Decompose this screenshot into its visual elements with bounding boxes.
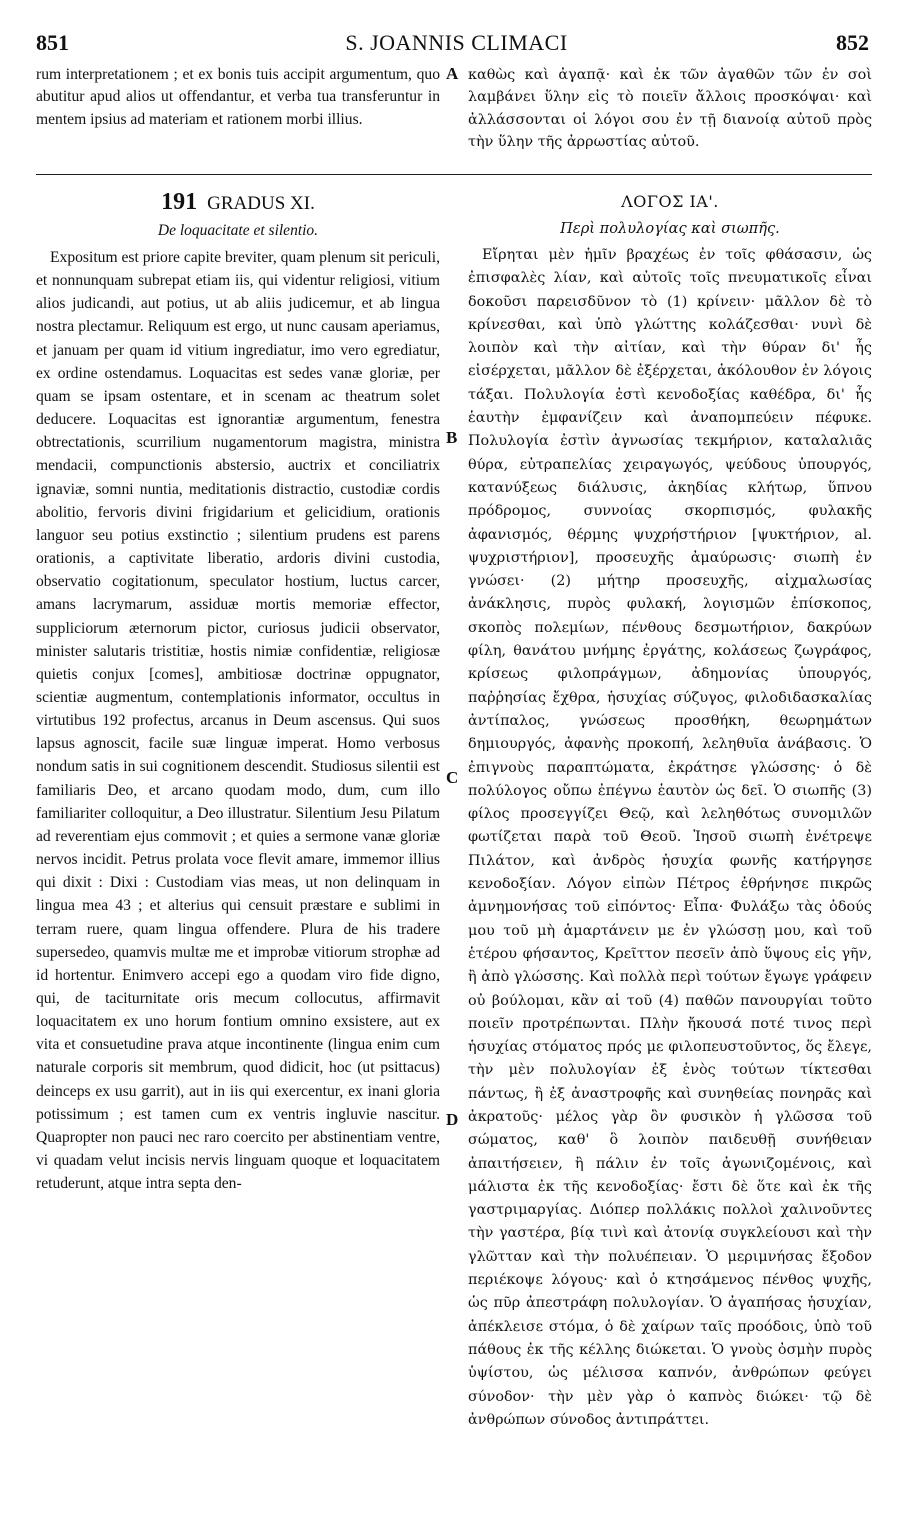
margin-letter-d: D [446,1110,459,1129]
latin-continuation [36,64,440,131]
column-number: 191 [161,189,198,215]
greek-continuation-text: καθὼς καὶ ἀγαπᾷ· καὶ ἐκ τῶν ἀγαθῶν τῶν ἐν σοὶ λαμβάνει ὕλην εἰς τὸ ποιεῖν ἄλλοις προσκόψαι· καὶ ἀλλάσσονται οἱ λόγοι σου ἐν τῇ διανοίᾳ αὐτοῦ πρὸς τὴν ὕλην τῆς ἀρρωστίας αὐτοῦ. [468,67,872,150]
margin-letter-a: A [446,64,459,83]
latin-subtitle: De loquacitate et silentio. [157,222,319,239]
latin-section-heading [36,188,440,218]
greek-title: ΛΟΓΟΣ ΙΑ'. [621,192,719,211]
greek-continuation [468,64,872,153]
greek-subtitle: Περὶ πολυλογίας καὶ σιωπῆς. [560,220,780,237]
greek-section [468,188,872,1432]
latin-title: GRADUS XI. [207,193,315,214]
latin-section [36,188,440,1195]
margin-letter-b: B [446,428,458,447]
page-number-left: 851 [36,30,69,55]
latin-body [36,246,440,1195]
greek-body [468,244,872,1432]
margin-letter-c: C [446,768,459,787]
page-number-right: 852 [836,30,869,55]
latin-body-text: Expositum est priore capite breviter, quam plenum sit periculi, et nonnunquam subrepat etiam iis, qui videntur religiosi, vitium alios judicandi, aut potius, ut ab aliis judicemur, et ab lingua nostra plectamur. Reliquum est ergo, ut nunc causam aperiamus, et januam per quam id vitium ingrediatur, imo vero egrediatur, ex ordine ostendamus. Loquacitas est sedes vanæ gloriæ, per quam se ipsam ostentare, et in scenam ac theatrum solet deducere. Loquacitas est ignorantiæ argumentum, fenestra obtrectationis, scurrilium nugamentorum magistra, ministra mendacii, compunctionis abstersio, auctrix et conciliatrix ignaviæ, somni nuntia, meditationis distractio, custodiæ cordis abolitio, fervoris divini frigidarium et gelicidium, orationis languor seu potius exstinctio ; silentium prudens est parens orationis, a captivitate liberatio, ardoris divini custodia, observatio cogitationum, speculator hostium, luctus carcer, amans lacrymarum, assiduæ mortis memoriæ effector, suppliciorum æternorum pictor, curiosus judicii observator, minister salutaris tristitiæ, hostis nimiæ confidentiæ, religiosæ quietis conjux [comes], ambitiosæ doctrinæ oppugnator, scientiæ augmentum, contemplationis informator, occultus in virtutibus 192 profectus, arcanus in Deum ascensus. Qui suos lapsus agnoscit, facile suæ linguæ imperat. Homo verbosus nondum satis in sui cognitionem descendit. Studiosus silentii est familiaris Deo, et arcano quodam modo, dum, cum illo familiariter colloquitur, a Deo illustratur. Silentium Jesu Pilatum ad reverentiam ejus commovit ; et quies a sermone vanæ gloriæ nervos incidit. Petrus prolata voce flevit amare, immemor illius qui dixit : Dixi : Custodiam vias meas, ut non delinquam in lingua mea 43 ; et alterius qui censuit præstare e sublimi in terram ruere, quam lingua offendere. Plura de his tradere supersedeo, quamvis multæ me et improbæ vitiorum strophæ ad id hortentur. Enimvero accepi ego a quodam viro fide digno, qui, de taciturnitate oris mecum collocutus, affirmavit loquacitatem ex uno horum fontium omnino exsistere, aut ex vita et consuetudine prava atque incontinente (lingua enim cum naturale corporis sit membrum, quod didicit, hoc (ut psittacus) deinceps ex usu garrit), aut in iis qui exercentur, ex inani gloria potissimum ; est tamen cum ex ventris ingluvie nascitur. Quapropter non pauci nec raro coercito per abstinentiam ventre, vi quadam velut incisis nervis linguam quoque et loquacitatem retuderunt, atque intra septa den- [36,249,440,1193]
section-divider [36,174,872,175]
running-title: S. JOANNIS CLIMACI [345,30,568,55]
latin-continuation-text: rum interpretationem ; et ex bonis tuis accipit argumentum, quo abutitur apud alios ut offendantur, et verba tua transferuntur in mentem ipsius ad materiam et rationem morbi illius. [36,66,440,128]
greek-body-text: Εἴρηται μὲν ἡμῖν βραχέως ἐν τοῖς φθάσασιν, ὡς ἐπισφαλὲς λίαν, καὶ αὐτοῖς τοῖς πνευματικοῖς εἶναι δοκοῦσι παρεισδῦνον τὸ (1) κρίνειν· μᾶλλον δὲ τὸ κρίνεσθαι, καὶ ὑπὸ γλώττης κολάζεσθαι· νυνὶ δὲ λοιπὸν καὶ τὴν αἰτίαν, καὶ τὴν θύραν δι' ἧς εἰσέρχεται, μᾶλλον δὲ ἐξέρχεται, ἀκόλουθον ἐν λόγοις τάξαι. Πολυλογία ἐστὶ κενοδοξίας καθέδρα, δι' ἧς ἑαυτὴν ἐμφανίζειν καὶ ἀναπομπεύειν πέφυκε. Πολυλογία ἐστὶν ἀγνωσίας τεκμήριον, καταλαλιᾶς θύρα, εὐτραπελίας χειραγωγός, ψεύδους ὑπουργός, κατανύξεως διάλυσις, ἀκηδίας κλήτωρ, ὕπνου πρόδρομος, συννοίας σκορπισμός, φυλακῆς ἀφανισμός, θέρμης ψυχρήστήριον [ψυκτήριον, al. ψυχριστήριον], προσευχῆς ἀμαύρωσις· σιωπὴ ἐν γνώσει· (2) μήτηρ προσευχῆς, αἰχμαλωσίας ἀνάκλησις, πυρὸς φυλακή, λογισμῶν ἐπίσκοπος, σκοπὸς πολεμίων, πένθους δεσμωτήριον, δακρύων φίλη, θανάτου μνήμης ἐργάτης, κολάσεως ζωγράφος, κρίσεως φιλοπράγμων, ἀδημονίας ὑπουργός, παῤῥησίας ἔχθρα, ἡσυχίας σύζυγος, φιλοδιδασκαλίας ἀντίπαλος, γνώσεως προσθήκη, θεωρημάτων δημιουργός, ἀφανὴς προκοπή, λεληθυῖα ἀνάβασις. Ὁ ἐπιγνοὺς παραπτώματα, ἐκράτησε γλώσσης· ὁ δὲ πολύλογος οὔπω ἐπέγνω ἑαυτὸν ὡς δεῖ. Ὁ σιωπῆς (3) φίλος προσεγγίζει Θεῷ, καὶ λεληθότως συνομιλῶν φωτίζεται παρὰ τοῦ Θεοῦ. Ἰησοῦ σιωπὴ ἐνέτρεψε Πιλάτον, καὶ ἀνδρὸς ἡσυχία φωνῆς κατήργησε κενοδοξίαν. Λόγον εἰπὼν Πέτρος ἐθρήνησε πικρῶς ἀμνημονήσας τοῦ εἰπόντος· Εἶπα· Φυλάξω τὰς ὁδούς μου τοῦ μὴ ἁμαρτάνειν με ἐν γλώσσῃ μου, καὶ τοῦ ἑτέρου φήσαντος, Κρεῖττον πεσεῖν ἀπὸ ὕψους εἰς γῆν, ἢ ἀπὸ γλώσσης. Καὶ πολλὰ περὶ τούτων ἔγωγε γράφειν οὐ βούλομαι, κἂν αἱ τοῦ (4) παθῶν πανουργίαι τοῦτο ποιεῖν προτρέπωνται. Πλὴν ἤκουσά ποτέ τινος περὶ ἡσυχίας στόματος πρός με φιλοπευστοῦντος, ὅς ἔλεγε, τὴν μὲν πολυλογίαν ἐξ ἑνὸς τούτων τίκτεσθαι πάντως, ἢ ἐξ ἀναστροφῆς καὶ συνηθείας πονηρᾶς καὶ ἀκρατοῦς· μέλος γὰρ ὂν φυσικὸν ἡ γλῶσσα τοῦ σώματος, καθ' ὃ λοιπὸν παιδευθῇ συνήθειαν ἀπαιτήσειεν, ἢ πάλιν ἐν τοῖς ἀγωνιζομένοις, καὶ μάλιστα ἐκ τῆς κενοδοξίας· ἔστι δὲ ὅτε καὶ ἐκ τῆς γαστριμαργίας. Διόπερ πολλάκις πολλοὶ χαλινοῦντες τὴν γαστέρα, βίᾳ τινὶ καὶ ἀτονίᾳ συγκλείουσι καὶ τὴν γλῶτταν καὶ τὴν πολυέπειαν. Ὁ μεριμνήσας ἔξοδον περιέκοψε λόγους· καὶ ὁ κτησάμενος πένθος ψυχῆς, ὡς πῦρ ἀπεστράφη πολυλογίαν. Ὁ ἀγαπήσας ἡσυχίαν, ἀπέκλεισε στόμα, ὁ δὲ χαίρων ταῖς προόδοις, ὑπὸ τοῦ πάθους ἐκ τῆς κέλλης διώκεται. Ὁ γνοὺς ὀσμὴν πυρὸς ὑψίστου, ὡς μέλισσα καπνόν, ἀνθρώπων φεύγει σύνοδον· τὴν μὲν γὰρ ὁ καπνὸς διώκει· τῷ δὲ ἀνθρώπων σύνοδος ἀντιπράττει. [468,247,872,1428]
